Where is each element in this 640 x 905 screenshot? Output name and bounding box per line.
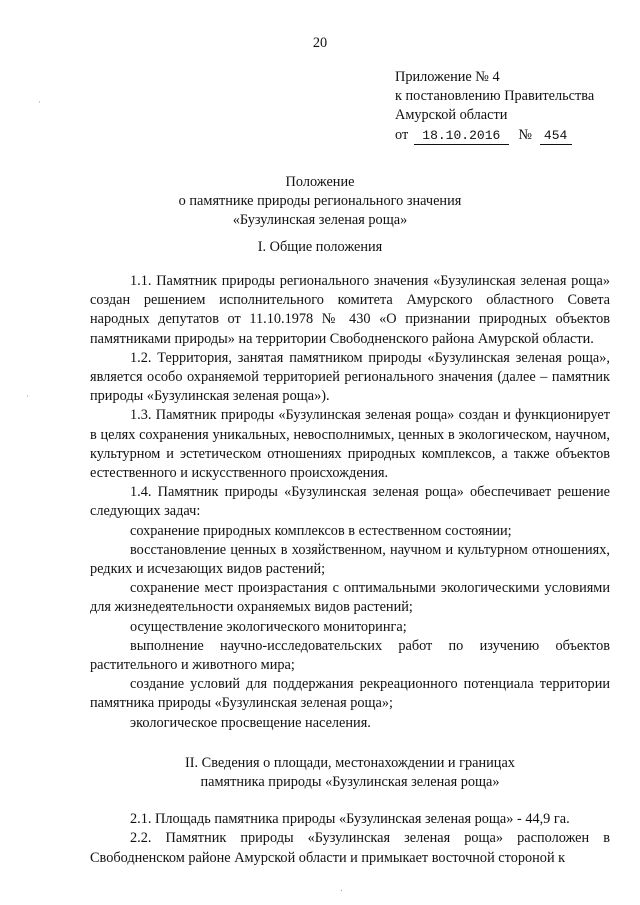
number-value: 454	[540, 128, 572, 145]
task-item: сохранение мест произрастания с оптимальными экологическими условиями для жизнедеятельности охраняемых видов растений;	[90, 580, 610, 616]
number-prefix: №	[518, 126, 533, 143]
paragraph-2-2: 2.2. Памятник природы «Бузулинская зеленая роща» расположен в Свободненском районе Амурской области и примыкает восточной стороной к	[90, 830, 610, 866]
section-2-heading-line-1: II. Сведения о площади, местонахождении и границах	[185, 754, 515, 771]
task-item: выполнение научно-исследовательских работ по изучению объектов растительного и животного мира;	[90, 637, 610, 674]
appendix-line-2: к постановлению Правительства	[395, 88, 595, 105]
scan-speck: ·	[26, 392, 29, 402]
paragraph-1-2: 1.2. Территория, занятая памятником природы «Бузулинская зеленая роща», является особо охраняемой территорией регионального значения (далее – памятник природы «Бузулинская зеленая роща»).	[90, 349, 610, 405]
section-2-heading-line-2: памятника природы «Бузулинская зеленая роща»	[200, 774, 500, 791]
paragraph-2-1: 2.1. Площадь памятника природы «Бузулинская зеленая роща» - 44,9 га.	[130, 811, 570, 828]
scan-speck: .	[340, 884, 343, 894]
paragraph-1-4: 1.4. Памятник природы «Бузулинская зеленая роща» обеспечивает решение следующих задач:	[90, 484, 610, 520]
task-item: сохранение природных комплексов в естественном состоянии;	[130, 522, 512, 539]
title-line-1: Положение	[285, 174, 355, 190]
document-body	[90, 272, 610, 868]
paragraph-1-3: 1.3. Памятник природы «Бузулинская зеленая роща» создан и функционирует в целях сохранения уникальных, невосполнимых, ценных в экологическом, научном, культурном и эстетическом отношениях природных комплексов, а также объектов естественного и искусственного происхождения.	[90, 407, 610, 482]
task-item: экологическое просвещение населения.	[130, 714, 371, 731]
task-item: осуществление экологического мониторинга;	[130, 618, 407, 635]
appendix-block	[395, 68, 631, 145]
appendix-line-3: Амурской области	[395, 107, 508, 124]
section-2-heading	[90, 754, 610, 792]
date-prefix: от	[395, 126, 409, 143]
title-line-2: о памятнике природы регионального значения	[178, 193, 462, 210]
paragraph-1-1: 1.1. Памятник природы регионального значения «Бузулинская зеленая роща» создан решением исполнительного комитета Амурского областного Совета народных депутатов от 11.10.1978 № 430 «О признании природных объектов памятниками природы» на территории Свободненского района Амурской области.	[90, 273, 610, 347]
title-line-3: «Бузулинская зеленая роща»	[232, 212, 408, 229]
task-item: создание условий для поддержания рекреационного потенциала территории памятника природы «Бузулинская зеленая роща»;	[90, 676, 610, 712]
page-number: 20	[312, 35, 328, 51]
date-value: 18.10.2016	[414, 128, 509, 145]
section-1-heading: I. Общие положения	[257, 239, 383, 255]
appendix-line-1: Приложение № 4	[395, 69, 500, 85]
document-title	[0, 173, 640, 231]
task-item: восстановление ценных в хозяйственном, научном и культурном отношениях, редких и исчезающих видов растений;	[90, 541, 610, 578]
appendix-date-line	[395, 126, 631, 145]
scan-speck: ·	[38, 98, 41, 108]
